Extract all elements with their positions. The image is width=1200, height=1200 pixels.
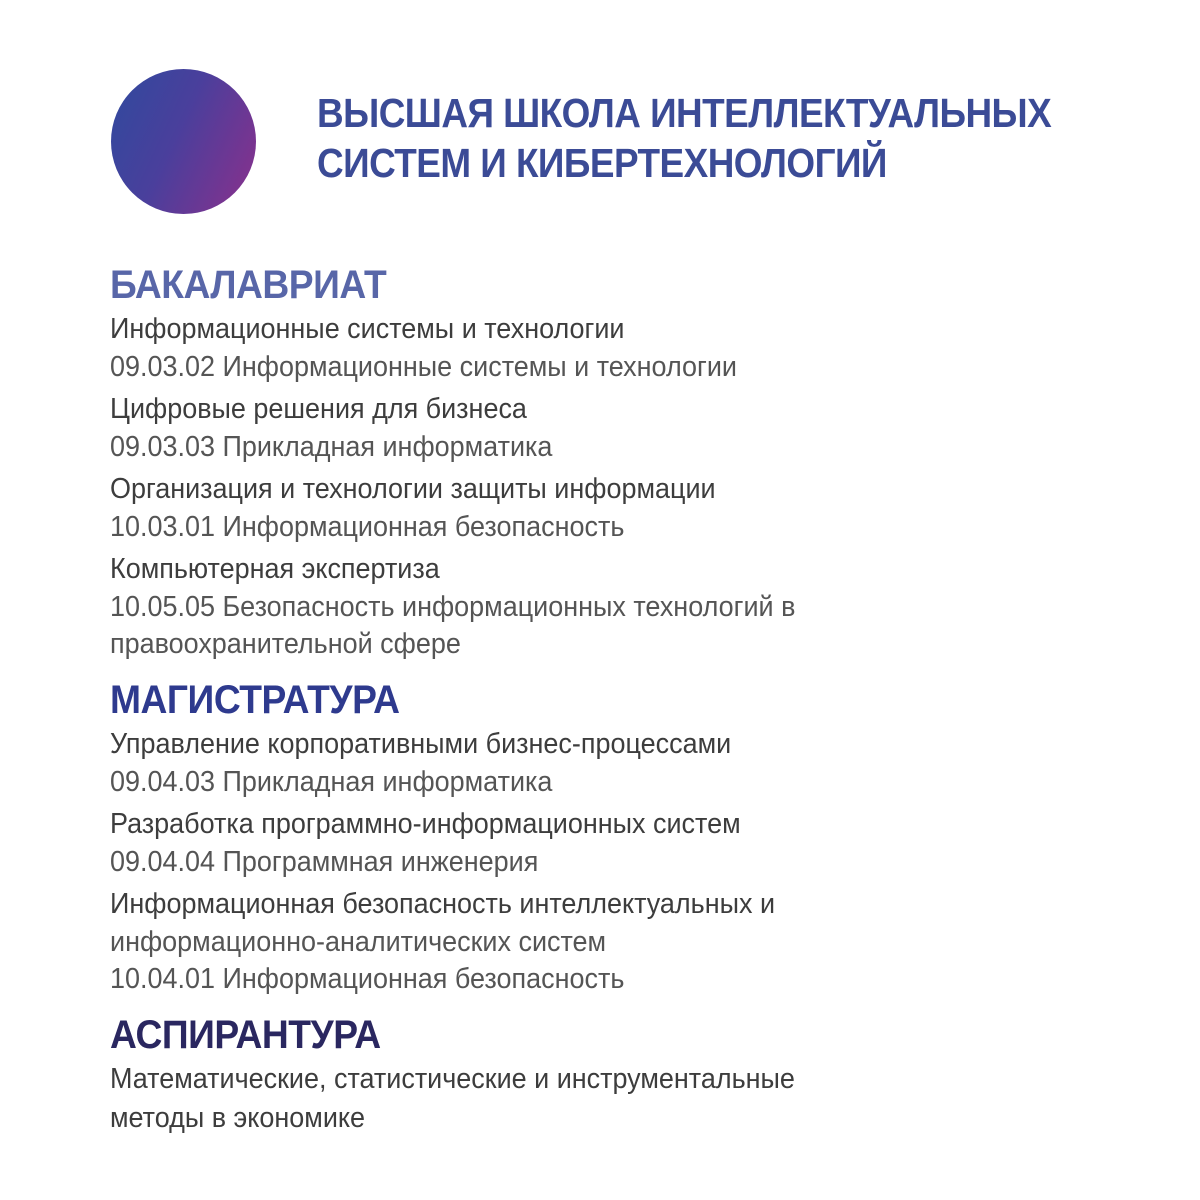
program-name: Организация и технологии защиты информации [110,473,716,505]
section-heading-master: МАГИСТРАТУРА [110,678,400,722]
section-master [110,677,1040,998]
program-name: Информационные системы и технологии [110,313,625,345]
programs-list [110,262,1040,1152]
program-code: 09.03.03 Прикладная информатика [110,431,553,463]
title-line-2: СИСТЕМ И КИБЕРТЕХНОЛОГИЙ [317,140,887,186]
program-name: Математические, статистические и инструментальные [110,1063,795,1095]
program-code-line-2: правоохранительной сфере [110,628,461,660]
program-name: Компьютерная экспертиза [110,553,440,585]
title-line-1: ВЫСШАЯ ШКОЛА ИНТЕЛЛЕКТУАЛЬНЫХ [317,90,1052,136]
program-name: Управление корпоративными бизнес-процессами [110,728,732,760]
section-heading-bachelor: БАКАЛАВРИАТ [110,263,387,307]
program-name: Цифровые решения для бизнеса [110,393,527,425]
program-item [110,550,1040,663]
section-heading-postgraduate: АСПИРАНТУРА [110,1013,381,1057]
program-name-line-2: информационно-аналитических систем [110,926,607,958]
program-item [110,885,1040,998]
program-item [110,310,1040,386]
section-bachelor [110,262,1040,663]
logo-gradient-circle [111,69,256,214]
program-item [110,470,1040,546]
program-code: 10.03.01 Информационная безопасность [110,511,625,543]
program-name: Разработка программно-информационных систем [110,808,741,840]
program-code: 09.03.02 Информационные системы и технологии [110,351,737,383]
program-name-line-2: методы в экономике [110,1102,366,1134]
page-title [317,88,1051,188]
program-code-line-1: 10.05.05 Безопасность информационных технологий в [110,591,796,623]
program-name: Информационная безопасность интеллектуальных и [110,888,776,920]
program-code: 10.04.01 Информационная безопасность [110,963,625,995]
program-item [110,390,1040,466]
program-code: 09.04.03 Прикладная информатика [110,766,553,798]
program-item [110,805,1040,881]
program-item [110,1060,1040,1138]
program-code: 09.04.04 Программная инженерия [110,846,539,878]
section-postgraduate [110,1012,1040,1138]
program-item [110,725,1040,801]
